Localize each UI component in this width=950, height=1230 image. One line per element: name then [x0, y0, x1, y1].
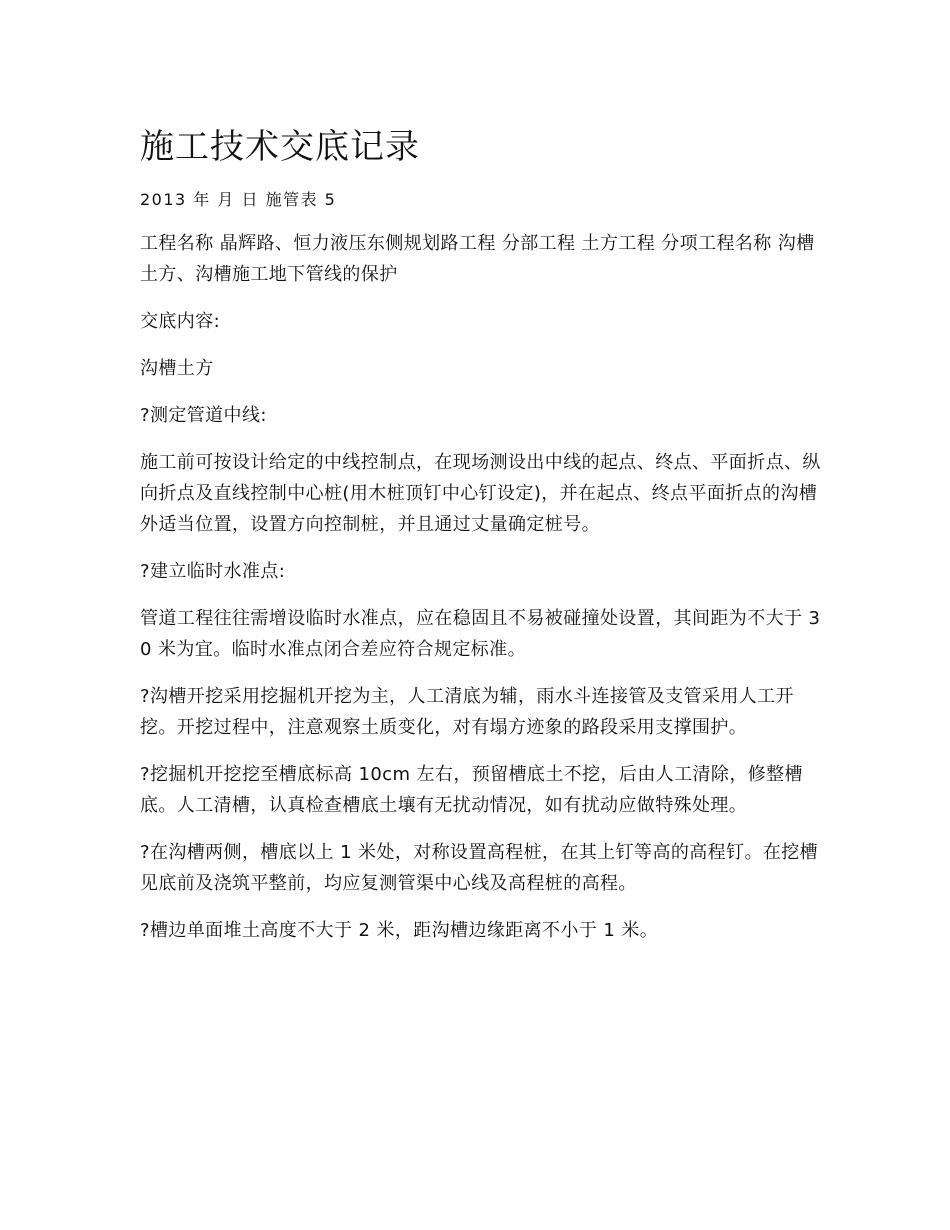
document-title: 施工技术交底记录	[140, 127, 420, 167]
benchmark-paragraph: 管道工程往往需增设临时水准点，应在稳固且不易被碰撞处设置，其间距为不大于 30 米为宜。临时水准点闭合差应符合规定标准。	[140, 608, 821, 660]
item-heading-benchmark: ?建立临时水准点:	[140, 561, 286, 582]
excavation-method-paragraph: ?沟槽开挖采用挖掘机开挖为主，人工清底为辅，雨水斗连接管及支管采用人工开挖。开挖过程中，注意观察土质变化，对有塌方迹象的路段采用支撑围护。	[140, 686, 794, 738]
elevation-stakes-paragraph: ?在沟槽两侧，槽底以上 1 米处，对称设置高程桩，在其上钉等高的高程钉。在挖槽见底前及浇筑平整前，均应复测管渠中心线及高程桩的高程。	[140, 842, 819, 894]
excavation-depth-paragraph: ?挖掘机开挖挖至槽底标高 10cm 左右，预留槽底土不挖，后由人工清除，修整槽底。人工清槽，认真检查槽底土壤有无扰动情况，如有扰动应做特殊处理。	[140, 764, 803, 816]
form-meta-line: 2013 年 月 日 施管表 5	[140, 190, 337, 209]
spoil-stacking-paragraph: ?槽边单面堆土高度不大于 2 米，距沟槽边缘距离不小于 1 米。	[140, 920, 659, 941]
briefing-content-label: 交底内容:	[140, 311, 221, 332]
section-heading-trench-earthwork: 沟槽土方	[140, 358, 214, 379]
project-info-paragraph: 工程名称 晶辉路、恒力液压东侧规划路工程 分部工程 土方工程 分项工程名称 沟槽土方、沟槽施工地下管线的保护	[140, 233, 815, 285]
centerline-paragraph: 施工前可按设计给定的中线控制点，在现场测设出中线的起点、终点、平面折点、纵向折点及直线控制中心桩(用木桩顶钉中心钉设定)，并在起点、终点平面折点的沟槽外适当位置，设置方向控制桩，并且通过丈量确定桩号。	[140, 452, 821, 535]
document-page	[140, 118, 830, 946]
item-heading-pipeline-centerline: ?测定管道中线:	[140, 405, 267, 426]
